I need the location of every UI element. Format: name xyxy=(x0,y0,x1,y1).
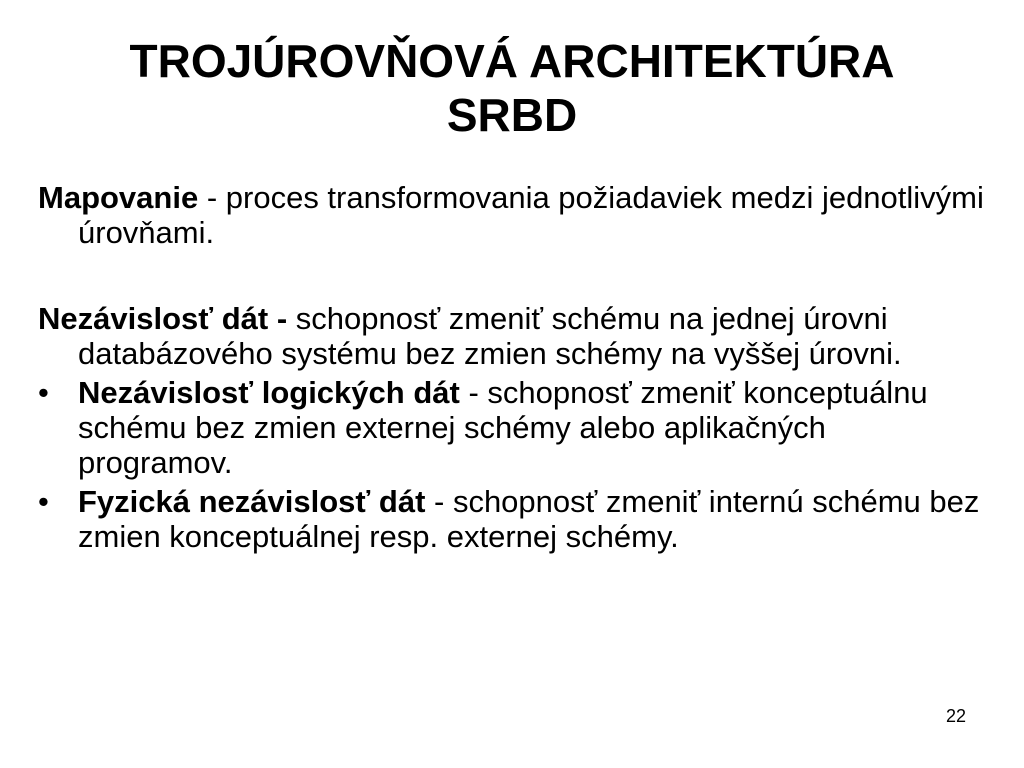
paragraph-nezavislost-dat xyxy=(38,301,988,371)
slide-title xyxy=(0,34,1024,142)
term-mapovanie: Mapovanie xyxy=(38,180,199,215)
bullet-marker: • xyxy=(38,375,49,410)
slide-title-line-2: SRBD xyxy=(446,89,578,141)
definition-nezavislost-dat: schopnosť zmeniť schému na jednej úrovni databázového systému bez zmien schémy na vyššej úrovni. xyxy=(78,301,902,371)
slide-body xyxy=(38,180,988,554)
term-physical-independence: Fyzická nezávislosť dát xyxy=(78,484,426,519)
page-number: 22 xyxy=(945,706,966,726)
bullet-item-logical-independence xyxy=(38,375,988,480)
slide-title-line-1: TROJÚROVŇOVÁ ARCHITEKTÚRA xyxy=(129,35,895,87)
definition-physical-independence: - schopnosť zmeniť internú schému bez zmien konceptuálnej resp. externej schémy. xyxy=(78,484,980,554)
paragraph-mapovanie xyxy=(38,180,988,250)
term-nezavislost-dat: Nezávislosť dát - xyxy=(38,301,296,336)
term-logical-independence: Nezávislosť logických dát xyxy=(78,375,460,410)
definition-logical-independence: - schopnosť zmeniť konceptuálnu schému bez zmien externej schémy alebo aplikačných programov. xyxy=(78,375,928,480)
bullet-item-physical-independence xyxy=(38,484,988,554)
definition-mapovanie: - proces transformovania požiadaviek medzi jednotlivými úrovňami. xyxy=(78,180,984,250)
bullet-marker: • xyxy=(38,484,49,519)
